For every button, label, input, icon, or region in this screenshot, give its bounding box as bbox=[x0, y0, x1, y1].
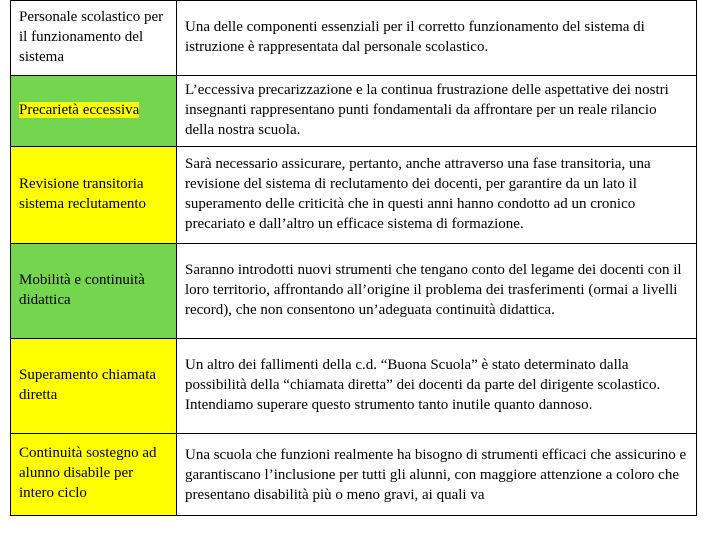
table-row bbox=[11, 76, 697, 147]
row-text: Saranno introdotti nuovi strumenti che tengano conto del legame dei docenti con il loro territorio, affrontando all’origine il problema dei trasferimenti (ormai a livelli record), che non consentono un’adeguata continuità didattica. bbox=[184, 262, 682, 318]
row-text-cell bbox=[176, 339, 696, 434]
table-row bbox=[11, 1, 697, 76]
row-label-cell bbox=[11, 339, 177, 434]
row-label-highlighted: Precarietà eccessiva bbox=[19, 102, 140, 118]
table-row bbox=[11, 339, 697, 434]
table-row bbox=[11, 147, 697, 244]
row-label-cell bbox=[11, 147, 177, 244]
row-label: Personale scolastico per il funzionamento del sistema bbox=[19, 9, 164, 65]
row-label-cell bbox=[11, 76, 177, 147]
row-text-cell bbox=[176, 1, 696, 76]
row-label-cell bbox=[11, 434, 177, 516]
row-text: Un altro dei fallimenti della c.d. “Buona Scuola” è stato determinato dalla possibilità della “chiamata diretta” dei docenti da parte del dirigente scolastico. Intendiamo superare questo strumento tanto inutile quanto dannoso. bbox=[184, 357, 661, 413]
table-row bbox=[11, 244, 697, 339]
row-text-cell bbox=[176, 434, 696, 516]
row-label-cell bbox=[11, 1, 177, 76]
row-text: L’eccessiva precarizzazione e la continua frustrazione delle aspettative dei nostri insegnanti rappresentano punti fondamentali da affrontare per un reale rilancio della nostra scuola. bbox=[184, 82, 669, 138]
row-text-cell bbox=[176, 76, 696, 147]
policy-table bbox=[10, 0, 697, 516]
row-text: Una delle componenti essenziali per il corretto funzionamento del sistema di istruzione è rappresentata dal personale scolastico. bbox=[184, 19, 645, 55]
row-text-cell bbox=[176, 244, 696, 339]
row-label: Revisione transitoria sistema reclutamento bbox=[19, 176, 147, 212]
row-label-cell bbox=[11, 244, 177, 339]
row-text-cell bbox=[176, 147, 696, 244]
row-text: Una scuola che funzioni realmente ha bisogno di strumenti efficaci che assicurino e garantiscano l’inclusione per tutti gli alunni, con maggiore attenzione a coloro che presentano disabilità più o meno gravi, ai quali va bbox=[184, 447, 687, 503]
row-label: Continuità sostegno ad alunno disabile per intero ciclo bbox=[19, 445, 157, 501]
row-text: Sarà necessario assicurare, pertanto, anche attraverso una fase transitoria, una revisione del sistema di reclutamento dei docenti, per garantire da un lato il superamento delle criticità che in questi anni hanno condotto ad un cronico precariato e dall’altro un efficace sistema di formazione. bbox=[184, 156, 651, 232]
table-row bbox=[11, 434, 697, 516]
row-label: Mobilità e continuità didattica bbox=[19, 272, 145, 308]
row-label: Superamento chiamata diretta bbox=[19, 367, 157, 403]
